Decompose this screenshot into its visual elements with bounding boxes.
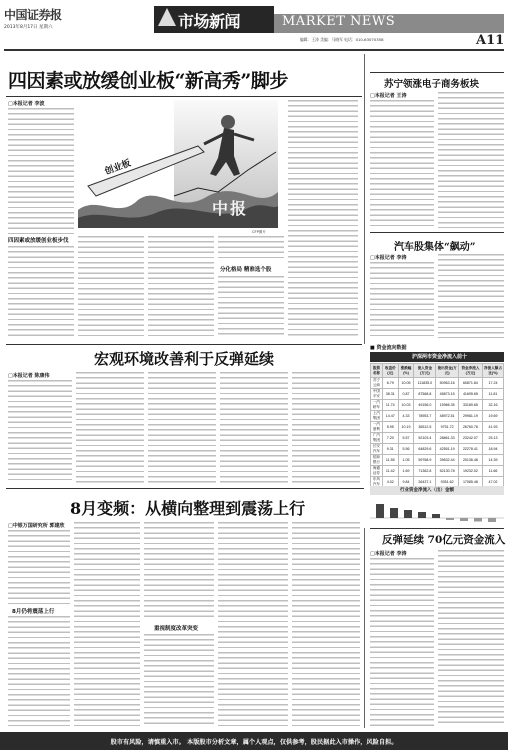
table-cell: 25.13 [483,433,504,444]
table-cell: 19232.02 [458,466,482,477]
stock-name-cell: 广汽集团 [371,433,383,444]
table-footer: 行业资金净流入（出）金额 [400,488,454,493]
table-cell: 111835.0 [414,378,436,389]
table-cell: 10.05 [398,378,414,389]
table-cell: 33189.65 [458,400,482,411]
col-header: 资金净流入(万元) [458,364,482,378]
col-header: 涨跌幅(%) [398,364,414,378]
right-top-headline: 苏宁领涨电子商务板块 [384,79,480,90]
table-cell: 60871.84 [458,378,482,389]
section-icon [158,8,176,26]
lead-headline: 四因素或放缓创业板“新高秀”脚步 [8,70,288,92]
lead-col5 [288,100,358,338]
table-cell: 4.33 [398,411,414,422]
col-header: 流出资金(万元) [436,364,458,378]
mid-byline: □本报记者 陈康伟 [8,373,50,379]
table-cell: 5.95 [382,422,398,433]
table-cell: 39632.44 [436,455,458,466]
table-cell: 22278.41 [458,444,482,455]
industry-flow-chart [370,498,504,522]
table-cell: 71362.8 [414,466,436,477]
stock-name-cell: 东风汽车 [371,477,383,488]
right-mid-byline: □本报记者 李涛 [370,255,407,261]
bottom-col5 [292,522,360,726]
right-top-title-bar [370,72,504,73]
lead-col1-text-2 [8,246,74,338]
table-cell: 23242.07 [458,433,482,444]
section-title-en: MARKET NEWS [282,14,396,29]
right-mid-col2 [438,254,504,338]
bottom-col2 [74,522,140,726]
table-cell: 52103.4 [414,433,436,444]
stock-name-cell: 海通证券 [371,466,383,477]
photo-label-zhongbao: 中报 [212,199,249,218]
table-cell: 49156.0 [414,400,436,411]
photo-credit: CFP图片 [252,230,266,234]
bottom-rule [6,488,364,489]
table-title: 沪深两市资金净流入前十 [412,354,468,360]
col-header: 股票名称 [371,364,383,378]
table-cell: 9751.72 [436,422,458,433]
bottom-subhead-2: 重视制度改革突变 [154,626,199,632]
table-row [371,400,504,411]
table-cell: 41695.65 [458,389,482,400]
table-row [371,389,504,400]
lead-photo [78,100,278,228]
table-row [371,455,504,466]
col-header: 收盘价(元) [382,364,398,378]
table-cell: 14.47 [382,411,398,422]
table-cell: 5.56 [398,444,414,455]
right-top-byline: □本报记者 王涛 [370,93,407,99]
mid-col3 [148,372,216,484]
table-cell: 11.81 [483,389,504,400]
lead-col3-lower [148,236,214,338]
table-cell: 48972.51 [436,411,458,422]
table-cell: 11.42 [382,466,398,477]
right-mid-col1 [370,262,434,338]
table-cell: 10.19 [398,422,414,433]
table-cell: 20136.46 [458,455,482,466]
mid-col1 [8,380,72,484]
lead-col2-lower [78,236,144,338]
bottom-right-headline: 反弹延续 70亿元资金流入 [382,534,506,546]
mid-col4 [220,372,288,484]
table-cell: 11.74 [382,400,398,411]
table-cell: 29981.19 [458,411,482,422]
bottom-headline: 8月变频：从横向整理到震荡上行 [70,499,306,518]
right-top-col1 [370,100,434,228]
table-cell: 52130.78 [436,466,458,477]
table-cell: 5.57 [398,433,414,444]
bottom-col1-a [8,530,70,604]
table-cell: 14.39 [483,455,504,466]
lead-col1-text [8,108,74,234]
stock-name-cell: 一汽轿车 [371,400,383,411]
table-cell: 32.16 [483,400,504,411]
mid-rule [6,344,362,345]
table-cell: 36512.5 [414,422,436,433]
table-cell: 17.24 [483,378,504,389]
table-cell: 87568.8 [414,389,436,400]
table-row [371,411,504,422]
lead-col4-a [218,236,284,262]
mid-col5 [292,372,360,484]
table-cell: 78953.7 [414,411,436,422]
editor-line: 编辑：王涛 美编：马晓军 电话：010-63070358 [300,37,384,42]
newspaper-logo: 中国证券报 [4,8,62,22]
table-row [371,422,504,433]
lead-col4-b [218,276,284,338]
bottom-subhead-1: 8月仍将震荡上行 [12,609,55,615]
table-cell: 45873.15 [436,389,458,400]
masthead [0,0,508,50]
table-cell: 15966.35 [436,400,458,411]
table-label: ■ 资金流向数据 [370,345,407,351]
mid-col2 [76,372,144,484]
stock-name-cell: 苏宁云商 [371,378,383,389]
bottom-right-rule [370,528,504,529]
bottom-col3-a [144,522,214,620]
table-cell: 6.79 [382,378,398,389]
mid-headline: 宏观环境改善利于反弹延续 [94,350,275,368]
table-cell: 10.03 [398,400,414,411]
masthead-rule [4,49,504,51]
footer-disclaimer: 股市有风险，请慎重入市。 本版股市分析文章，属个人观点，仅供参考，股民据此入市操作，风险自担。 [110,739,398,746]
stock-name-cell: 上汽集团 [371,411,383,422]
table-cell: 38.31 [382,389,398,400]
bottom-col4 [218,522,288,726]
column-divider [364,54,365,344]
table-cell: 64829.6 [414,444,436,455]
table-cell: 28861.33 [436,433,458,444]
bottom-byline: □中银万国研究所 郭建欣 [8,523,65,529]
stock-name-cell: 一汽夏利 [371,422,383,433]
table-row [371,444,504,455]
table-row [371,378,504,389]
col-header: 净流入额占比(%) [483,364,504,378]
stock-name-cell: 长安汽车 [371,444,383,455]
fund-flow-table [370,363,504,488]
bottom-column-divider [364,528,365,728]
stock-name-cell: 中国平安 [371,389,383,400]
table-cell: 11.55 [382,455,398,466]
right-mid-rule [370,232,504,233]
table-cell: 17085.48 [458,477,482,488]
lead-subhead-2: 分化格局 精准选个股 [220,267,272,273]
table-cell: 9.84 [398,477,414,488]
stock-name-cell: 招商银行 [371,455,383,466]
table-row [371,466,504,477]
bottom-col1-b [8,616,70,726]
table-cell: 26437.1 [414,477,436,488]
table-cell: 26760.78 [458,422,482,433]
lead-rule [6,96,362,97]
table-cell: 4.02 [382,477,398,488]
bottom-right-col2 [438,550,504,726]
table-cell: 7.20 [382,433,398,444]
right-top-col2 [438,92,504,228]
table-row [371,433,504,444]
issue-date: 2013年8月17日 星期六 [4,25,53,30]
table-cell: 9351.62 [436,477,458,488]
table-cell: 50963.16 [436,378,458,389]
bottom-right-col1 [370,558,434,726]
bottom-col3-b [144,634,214,726]
table-cell: 42551.19 [436,444,458,455]
table-header-row [371,364,504,378]
page-number: A11 [476,33,505,48]
photo-label-chuangye: 创业板 [103,158,133,178]
lead-byline: □本报记者 李波 [8,101,45,107]
table-cell: 0.87 [398,389,414,400]
section-title-cn: 市场新闻 [178,12,241,31]
table-cell: 9.31 [382,444,398,455]
col-header: 流入资金(万元) [414,364,436,378]
table-cell: 59768.9 [414,455,436,466]
lead-subhead: 四因素或放缓创业板步伐 [8,238,69,244]
table-cell: 18.94 [483,444,504,455]
table-cell: 1.69 [398,466,414,477]
bottom-right-byline: □本报记者 李涛 [370,551,407,557]
table-cell: 47.02 [483,477,504,488]
table-cell: 11.66 [483,466,504,477]
right-mid-headline: 汽车股集体“飙动” [394,242,476,253]
table-cell: 19.69 [483,411,504,422]
table-cell: 41.93 [483,422,504,433]
table-cell: 1.05 [398,455,414,466]
